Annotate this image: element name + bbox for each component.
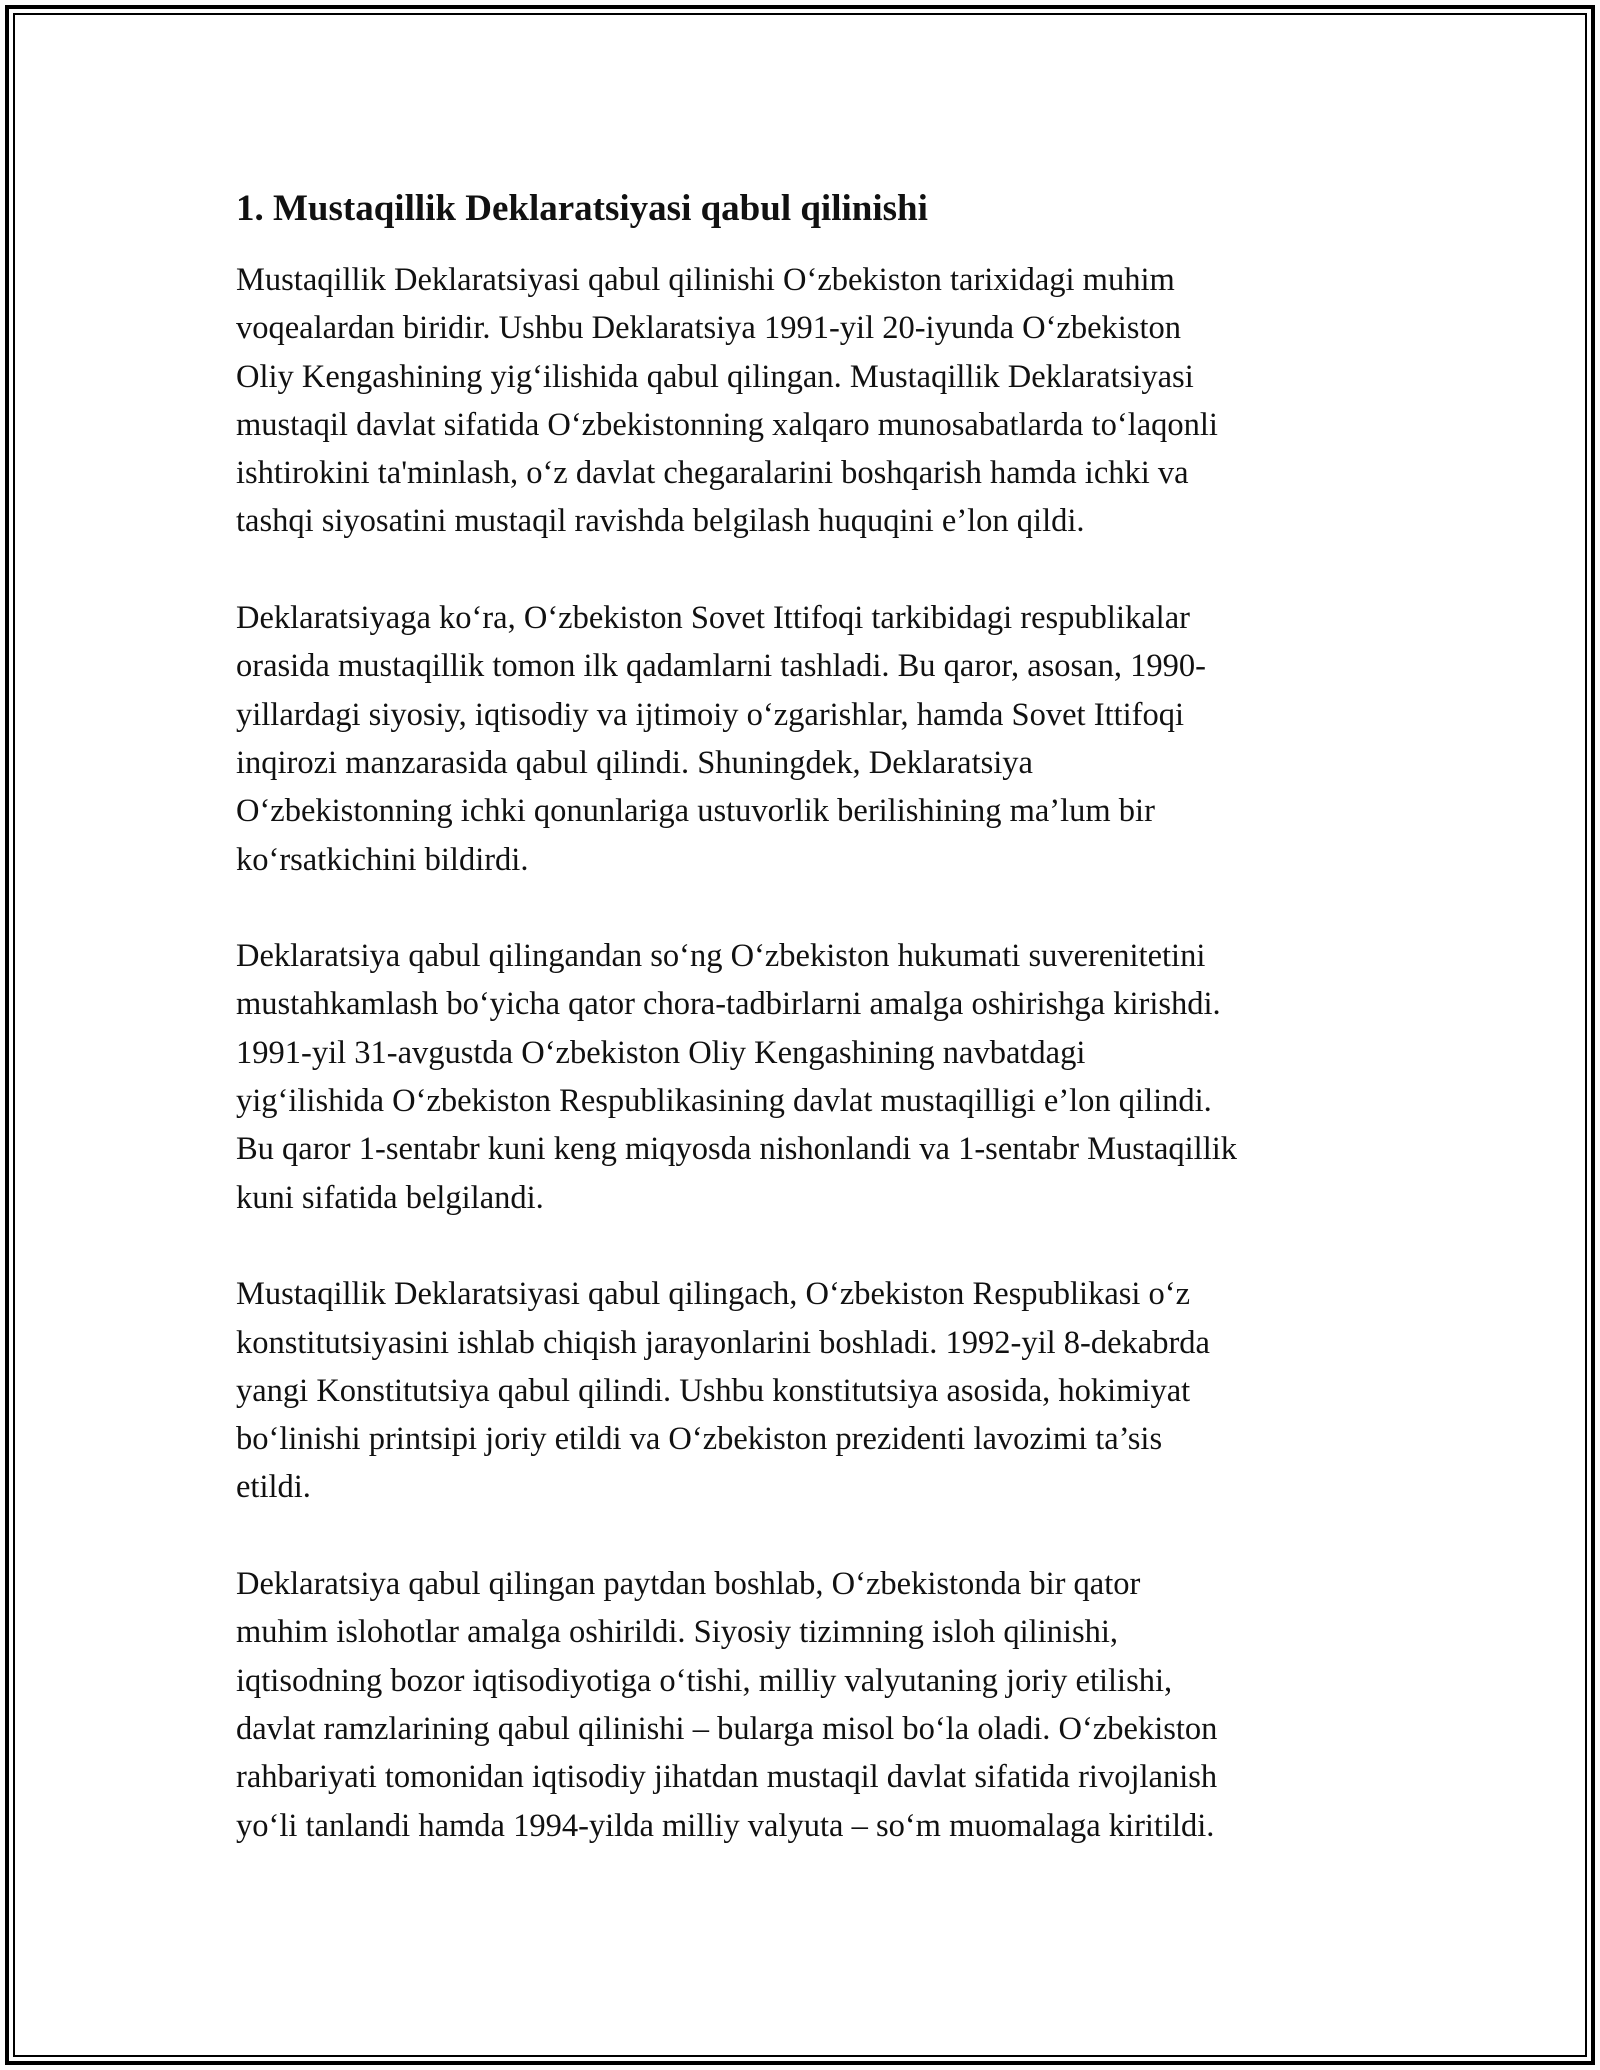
text-line: Deklaratsiya qabul qilingan paytdan boshlab, O‘zbekistonda bir qator <box>236 1566 1141 1603</box>
text-line: yig‘ilishida O‘zbekiston Respublikasining davlat mustaqilligi e’lon qilindi. <box>236 1083 1212 1120</box>
section-heading: 1. Mustaqillik Deklaratsiyasi qabul qilinishi <box>236 188 928 229</box>
text-line: mustahkamlash bo‘yicha qator chora-tadbirlarni amalga oshirishga kirishdi. <box>236 986 1221 1023</box>
text-line: yangi Konstitutsiya qabul qilindi. Ushbu konstitutsiya asosida, hokimiyat <box>236 1372 1191 1409</box>
text-line: orasida mustaqillik tomon ilk qadamlarni tashladi. Bu qaror, asosan, 1990- <box>236 648 1206 685</box>
text-line: O‘zbekistonning ichki qonunlariga ustuvorlik berilishining ma’lum bir <box>236 793 1155 830</box>
text-line: etildi. <box>236 1469 311 1506</box>
text-line: Oliy Kengashining yig‘ilishida qabul qilingan. Mustaqillik Deklaratsiyasi <box>236 358 1194 395</box>
text-line: iqtisodning bozor iqtisodiyotiga o‘tishi, milliy valyutaning joriy etilishi, <box>236 1662 1173 1699</box>
text-line: muhim islohotlar amalga oshirildi. Siyosiy tizimning isloh qilinishi, <box>236 1614 1119 1651</box>
text-line: bo‘linishi printsipi joriy etildi va O‘zbekiston prezidenti lavozimi ta’sis <box>236 1421 1163 1458</box>
document-body <box>236 186 1376 1898</box>
text-line: kuni sifatida belgilandi. <box>236 1179 544 1216</box>
text-line: rahbariyati tomonidan iqtisodiy jihatdan mustaqil davlat sifatida rivojlanish <box>236 1759 1218 1796</box>
text-line: yillardagi siyosiy, iqtisodiy va ijtimoiy o‘zgarishlar, hamda Sovet Ittifoqi <box>236 696 1184 733</box>
text-line: ishtirokini ta'minlash, o‘z davlat chegaralarini boshqarish hamda ichki va <box>236 455 1189 492</box>
text-line: ko‘rsatkichini bildirdi. <box>236 841 529 878</box>
text-line: inqirozi manzarasida qabul qilindi. Shuningdek, Deklaratsiya <box>236 744 1033 781</box>
text-line: tashqi siyosatini mustaqil ravishda belgilash huquqini e’lon qildi. <box>236 503 1085 540</box>
text-line: Deklaratsiyaga ko‘ra, O‘zbekiston Sovet Ittifoqi tarkibidagi respublikalar <box>236 600 1190 637</box>
text-line: Mustaqillik Deklaratsiyasi qabul qilinishi O‘zbekiston tarixidagi muhim <box>236 262 1175 298</box>
text-line: konstitutsiyasini ishlab chiqish jarayonlarini boshladi. 1992-yil 8-dekabrda <box>236 1324 1210 1361</box>
text-line: 1991-yil 31-avgustda O‘zbekiston Oliy Kengashining navbatdagi <box>236 1034 1086 1071</box>
text-line: Mustaqillik Deklaratsiyasi qabul qilingach, O‘zbekiston Respublikasi o‘z <box>236 1276 1191 1313</box>
paragraph-1 <box>236 256 1376 546</box>
text-line: Bu qaror 1-sentabr kuni keng miqyosda nishonlandi va 1-sentabr Mustaqillik <box>236 1131 1238 1168</box>
paragraph-4 <box>236 1270 1376 1511</box>
text-line: yo‘li tanlandi hamda 1994-yilda milliy valyuta – so‘m muomalaga kiritildi. <box>236 1807 1215 1844</box>
paragraph-5 <box>236 1560 1376 1850</box>
paragraph-3 <box>236 932 1376 1222</box>
text-line: mustaqil davlat sifatida O‘zbekistonning xalqaro munosabatlarda to‘laqonli <box>236 406 1218 443</box>
text-line: davlat ramzlarining qabul qilinishi – bularga misol bo‘la oladi. O‘zbekiston <box>236 1710 1218 1747</box>
paragraph-2 <box>236 594 1376 884</box>
text-line: voqealardan biridir. Ushbu Deklaratsiya 1991-yil 20-iyunda O‘zbekiston <box>236 310 1181 347</box>
text-line: Deklaratsiya qabul qilingandan so‘ng O‘zbekiston hukumati suverenitetini <box>236 938 1206 975</box>
